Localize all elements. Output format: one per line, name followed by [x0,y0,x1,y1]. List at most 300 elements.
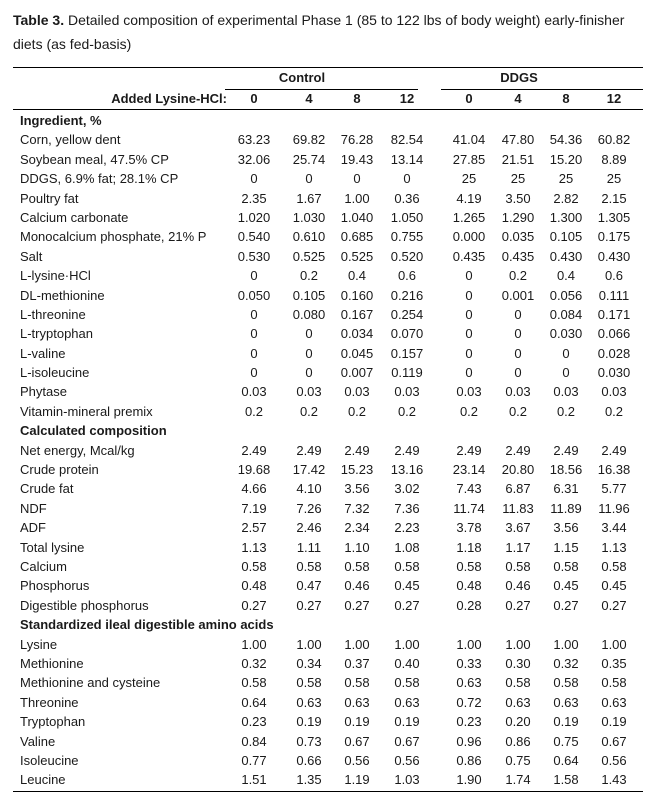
row-label: Soybean meal, 47.5% CP [20,151,169,167]
row-label: Crude protein [20,462,99,478]
row-label: Corn, yellow dent [20,132,121,148]
table-cell: 19.68 [237,462,271,478]
table-row [13,363,643,382]
header-level: 4 [305,91,313,106]
table-cell: 2.82 [553,190,579,206]
table-cell: 7.19 [241,500,267,516]
table-cell: 15.23 [340,462,374,478]
table-cell: 7.43 [456,481,482,497]
table-cell: 1.18 [456,539,482,555]
table-cell: 0.48 [241,578,267,594]
table-cell: 6.31 [553,481,579,497]
table-cell: 0.070 [390,326,424,342]
table-cell: 0.03 [241,384,267,400]
row-label: Isoleucine [20,752,79,768]
table-cell: 0.6 [604,268,624,284]
table-cell: 0.46 [505,578,531,594]
table-cell: 0.45 [394,578,420,594]
header-level: 8 [353,91,361,106]
table-cell: 1.290 [501,209,535,225]
caption-text: Detailed composition of experimental Phase 1 (85 to 122 lbs of body weight) early-finisher diets (as fed-basis) [13,12,625,52]
table-cell: 1.19 [344,772,370,788]
table-cell: 47.80 [501,132,535,148]
table-row [13,654,643,673]
table-cell: 0.001 [501,287,535,303]
table-row [13,266,643,285]
table-cell: 0.58 [344,558,370,574]
table-row [13,189,643,208]
table-cell: 8.89 [601,151,627,167]
table-cell: 1.67 [296,190,322,206]
table-row [13,693,643,712]
table-cell: 13.16 [390,462,424,478]
table-cell: 1.00 [344,190,370,206]
table-cell: 0.080 [292,306,326,322]
header-level: 4 [514,91,522,106]
table-cell: 0.48 [456,578,482,594]
table-cell: 0 [465,268,473,284]
table-cell: 0.33 [456,655,482,671]
header-level: 12 [606,91,622,106]
table-cell: 0.58 [344,675,370,691]
table-row [13,324,643,343]
table-cell: 0.111 [598,287,630,303]
table-cell: 0 [403,171,411,187]
group-label-ddgs: DDGS [500,70,538,85]
table-cell: 0.56 [601,752,627,768]
table-cell: 1.00 [296,636,322,652]
table-cell: 0 [250,306,258,322]
table-cell: 0.045 [340,345,374,361]
section-header-row [13,615,643,634]
table-cell: 0.435 [452,248,486,264]
table-cell: 0.66 [296,752,322,768]
table-cell: 0.034 [340,326,374,342]
table-cell: 0.119 [391,365,423,381]
table-cell: 0.32 [553,655,579,671]
table-cell: 0.63 [296,694,322,710]
table-cell: 0.254 [390,306,424,322]
table-cell: 2.49 [553,442,579,458]
table-cell: 0.45 [601,578,627,594]
table-cell: 25 [461,171,477,187]
table-cell: 0.27 [296,597,322,613]
table-cell: 0.73 [296,733,322,749]
row-label: Threonine [20,694,79,710]
table-cell: 0.19 [296,714,322,730]
table-cell: 3.56 [344,481,370,497]
table-cell: 0.75 [553,733,579,749]
table-caption [13,8,643,56]
table-cell: 0.610 [292,229,326,245]
table-row [13,227,643,246]
table-cell: 0.160 [340,287,374,303]
table-cell: 0.63 [601,694,627,710]
table-cell: 0 [305,345,313,361]
table-cell: 0.32 [241,655,267,671]
table-cell: 0.58 [296,675,322,691]
table-cell: 0.525 [292,248,326,264]
table-cell: 0 [514,345,522,361]
table-cell: 0.19 [344,714,370,730]
table-cell: 0.56 [394,752,420,768]
row-label: Calcium [20,558,67,574]
section-label: Standardized ileal digestible amino acids [20,617,274,633]
table-cell: 54.36 [549,132,583,148]
table-row [13,518,643,537]
table-cell: 0.27 [394,597,420,613]
table-cell: 1.265 [452,209,486,225]
table-cell: 0.58 [296,558,322,574]
table-cell: 11.89 [550,500,582,516]
table-cell: 2.49 [394,442,420,458]
table-cell: 1.050 [390,209,424,225]
table-cell: 1.00 [456,636,482,652]
table-cell: 0.03 [394,384,420,400]
table-cell: 69.82 [292,132,326,148]
table-cell: 1.020 [237,209,271,225]
row-label: Crude fat [20,481,74,497]
table-cell: 1.51 [241,772,267,788]
table-cell: 0.58 [505,675,531,691]
table-body [13,111,643,790]
table-cell: 3.67 [505,520,531,536]
table-cell: 1.00 [553,636,579,652]
row-label: Net energy, Mcal/kg [20,442,135,458]
table-cell: 1.58 [553,772,579,788]
table-cell: 0.03 [553,384,579,400]
table-cell: 25 [510,171,526,187]
table-cell: 0.2 [459,403,479,419]
table-cell: 6.87 [505,481,531,497]
table-cell: 0 [305,171,313,187]
table-row [13,673,643,692]
table-cell: 17.42 [292,462,326,478]
table-cell: 0.2 [397,403,417,419]
row-label: Calcium carbonate [20,209,129,225]
table-cell: 0.157 [390,345,424,361]
table-cell: 0.435 [501,248,535,264]
table-row [13,130,643,149]
table-cell: 1.10 [344,539,370,555]
table-cell: 0.67 [601,733,627,749]
table-cell: 0.2 [508,403,528,419]
table-cell: 76.28 [340,132,374,148]
table-cell: 0.27 [241,597,267,613]
table-cell: 0.27 [505,597,531,613]
table-cell: 21.51 [501,151,535,167]
table-cell: 19.43 [340,151,374,167]
table-cell: 2.49 [601,442,627,458]
table-cell: 0.066 [597,326,631,342]
table-cell: 0.030 [549,326,583,342]
table-cell: 1.00 [344,636,370,652]
table-cell: 0 [250,345,258,361]
table-cell: 0.58 [394,558,420,574]
table-cell: 0 [514,365,522,381]
table-cell: 0.2 [299,268,319,284]
table-cell: 1.13 [601,539,627,555]
table-cell: 3.56 [553,520,579,536]
table-row [13,305,643,324]
table-cell: 0.19 [553,714,579,730]
table-cell: 0.63 [394,694,420,710]
header-level: 0 [250,91,258,106]
table-cell: 2.15 [601,190,627,206]
table-row [13,770,643,789]
row-label: Monocalcium phosphate, 21% P [20,229,207,245]
table-cell: 41.04 [452,132,486,148]
table-row [13,441,643,460]
table-cell: 5.77 [601,481,627,497]
table-cell: 0.105 [549,229,583,245]
table-cell: 0.19 [601,714,627,730]
table-cell: 1.15 [553,539,579,555]
table-cell: 1.305 [597,209,631,225]
top-rule [13,67,643,68]
table-cell: 0 [250,326,258,342]
table-cell: 0.2 [347,403,367,419]
table-cell: 0.19 [394,714,420,730]
table-cell: 15.20 [549,151,583,167]
table-cell: 0.2 [604,403,624,419]
table-row [13,344,643,363]
table-cell: 0 [250,268,258,284]
table-cell: 0.58 [505,558,531,574]
row-label: Vitamin-mineral premix [20,403,153,419]
table-cell: 0.58 [394,675,420,691]
table-cell: 0.216 [390,287,424,303]
row-label: Leucine [20,772,66,788]
table-cell: 1.43 [601,772,627,788]
table-cell: 1.17 [505,539,531,555]
table-cell: 0.64 [241,694,267,710]
table-cell: 1.03 [394,772,420,788]
row-label: Tryptophan [20,714,86,730]
table-cell: 7.32 [344,500,370,516]
table-cell: 1.35 [296,772,322,788]
table-cell: 27.85 [452,151,486,167]
table-cell: 0.035 [501,229,535,245]
table-row [13,751,643,770]
bottom-rule [13,791,643,792]
row-label: L-isoleucine [20,365,90,381]
group-label-control: Control [278,70,326,85]
table-cell: 0 [562,345,570,361]
table-cell: 0.30 [505,655,531,671]
table-row [13,538,643,557]
table-cell: 0.175 [597,229,631,245]
table-row [13,596,643,615]
table-cell: 2.23 [394,520,420,536]
table-number: Table 3. [13,12,65,28]
table-cell: 0 [514,326,522,342]
header-level: 12 [399,91,415,106]
row-label: NDF [20,500,47,516]
table-cell: 0.72 [456,694,482,710]
table-cell: 0.030 [597,365,631,381]
table-cell: 0.050 [237,287,271,303]
table-cell: 11.96 [598,500,630,516]
section-header-row [13,421,643,440]
table-cell: 0.167 [340,306,374,322]
table-cell: 0.4 [347,268,367,284]
table-cell: 0.40 [394,655,420,671]
table-cell: 0.007 [340,365,374,381]
table-cell: 0.23 [241,714,267,730]
table-cell: 25 [558,171,574,187]
table-cell: 1.74 [505,772,531,788]
table-cell: 0.27 [601,597,627,613]
table-row [13,382,643,401]
row-label: DDGS, 6.9% fat; 28.1% CP [20,171,179,187]
table-cell: 0.2 [508,268,528,284]
table-cell: 0.03 [296,384,322,400]
table-cell: 0.430 [597,248,631,264]
table-cell: 0.27 [344,597,370,613]
row-label: Poultry fat [20,190,79,206]
table-cell: 0.4 [556,268,576,284]
table-cell: 1.90 [456,772,482,788]
table-cell: 0.056 [549,287,583,303]
table-cell: 0.77 [241,752,267,768]
table-row [13,150,643,169]
table-cell: 0.105 [292,287,326,303]
table-cell: 0.63 [505,694,531,710]
table-cell: 0.685 [340,229,374,245]
table-cell: 0.58 [241,675,267,691]
table-cell: 0.67 [344,733,370,749]
table-cell: 0.64 [553,752,579,768]
row-label: L-lysine·HCl [20,268,91,284]
table-cell: 0.520 [390,248,424,264]
table-cell: 25 [606,171,622,187]
header-row-label: Added Lysine-HCl: [111,91,227,106]
table-cell: 0 [562,365,570,381]
table-cell: 0.540 [237,229,271,245]
row-label: DL-methionine [20,287,105,303]
table-cell: 60.82 [597,132,631,148]
table-cell: 0.03 [344,384,370,400]
table-row [13,286,643,305]
table-cell: 18.56 [549,462,583,478]
table-cell: 0.86 [456,752,482,768]
table-cell: 0 [353,171,361,187]
table-cell: 1.08 [394,539,420,555]
table-cell: 7.36 [394,500,420,516]
table-cell: 25.74 [292,151,326,167]
table-cell: 0.63 [456,675,482,691]
row-label: L-threonine [20,306,86,322]
table-cell: 4.10 [296,481,322,497]
table-cell: 0.525 [340,248,374,264]
table-cell: 0.58 [601,675,627,691]
table-cell: 2.34 [344,520,370,536]
table-cell: 2.49 [456,442,482,458]
table-cell: 0.28 [456,597,482,613]
table-cell: 1.00 [241,636,267,652]
table-cell: 0.37 [344,655,370,671]
table-cell: 1.300 [549,209,583,225]
table-cell: 3.44 [601,520,627,536]
table-cell: 0.2 [556,403,576,419]
table-cell: 0.96 [456,733,482,749]
row-label: Methionine and cysteine [20,675,161,691]
table-row [13,576,643,595]
table-cell: 0.2 [299,403,319,419]
table-cell: 0.58 [553,558,579,574]
row-label: Total lysine [20,539,85,555]
table-row [13,557,643,576]
table-cell: 1.13 [241,539,267,555]
table-row [13,208,643,227]
table-cell: 0.03 [601,384,627,400]
table-cell: 11.83 [502,500,534,516]
table-cell: 0.530 [237,248,271,264]
table-cell: 4.19 [456,190,482,206]
header-level: 8 [562,91,570,106]
table-cell: 0 [465,306,473,322]
table-cell: 0.27 [553,597,579,613]
table-cell: 0 [305,326,313,342]
table-row [13,169,643,188]
row-label: Phosphorus [20,578,90,594]
table-cell: 0.47 [296,578,322,594]
row-label: Salt [20,248,43,264]
table-cell: 2.49 [505,442,531,458]
table-cell: 0 [250,171,258,187]
table-cell: 0.2 [244,403,264,419]
table-cell: 82.54 [390,132,424,148]
table-cell: 1.00 [505,636,531,652]
table-cell: 1.00 [394,636,420,652]
table-cell: 0.58 [553,675,579,691]
table-row [13,402,643,421]
section-header-row [13,111,643,130]
table-cell: 0.45 [553,578,579,594]
header-rule [13,109,643,110]
table-cell: 3.02 [394,481,420,497]
table-row [13,635,643,654]
table-cell: 0.6 [397,268,417,284]
table-cell: 2.46 [296,520,322,536]
table-cell: 0 [514,306,522,322]
table-cell: 23.14 [452,462,486,478]
table-cell: 1.11 [296,539,322,555]
table-row [13,479,643,498]
table-cell: 0.000 [452,229,486,245]
table-row [13,712,643,731]
header-row [13,91,643,109]
table-cell: 2.49 [344,442,370,458]
table-cell: 0.028 [597,345,631,361]
table-cell: 2.57 [241,520,267,536]
table-cell: 63.23 [237,132,271,148]
row-label: Phytase [20,384,67,400]
table-cell: 0.171 [597,306,631,322]
table-cell: 2.49 [241,442,267,458]
table-cell: 0.36 [394,190,420,206]
control-group-rule [225,89,418,90]
row-label: Lysine [20,636,58,652]
table-cell: 0 [465,365,473,381]
table-cell: 0.084 [549,306,583,322]
row-label: Digestible phosphorus [20,597,149,613]
table-cell: 0.58 [601,558,627,574]
table-cell: 0.23 [456,714,482,730]
table-cell: 0.34 [296,655,322,671]
table-cell: 3.50 [505,190,531,206]
